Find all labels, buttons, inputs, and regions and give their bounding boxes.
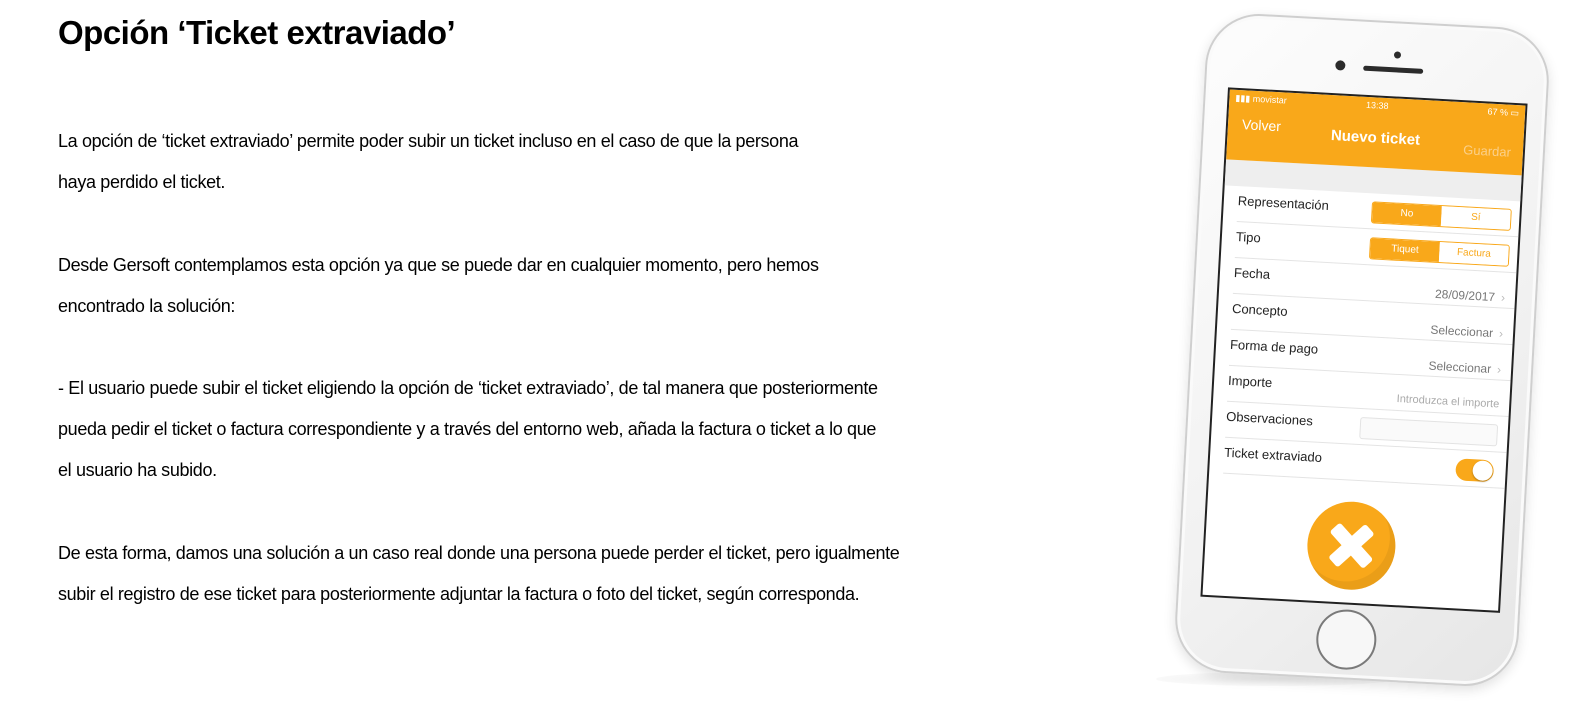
back-button[interactable]: Volver [1241,116,1282,135]
observaciones-input[interactable] [1359,417,1498,446]
field-label: Ticket extraviado [1223,444,1323,465]
segment-factura[interactable]: Factura [1439,242,1509,266]
text-line: De esta forma, damos una solución a un caso real donde una persona puede perder el ticket, pero igualmente [58,543,900,563]
phone-mockup [1172,11,1551,689]
text-line: haya perdido el ticket. [58,172,226,193]
representacion-segmented [1371,201,1512,231]
tipo-segmented [1369,237,1510,267]
phone-screen [1200,87,1527,612]
field-label: Representación [1237,193,1330,213]
forma-pago-select[interactable]: Seleccionar › [1428,358,1502,377]
text-line: encontrado la solución: [58,296,236,317]
save-button[interactable]: Guardar [1462,142,1512,160]
text-line: Desde Gersoft contemplamos esta opción ya que se puede dar en cualquier momento, pero hemos [58,255,819,275]
fecha-value[interactable]: 28/09/2017 › [1434,286,1506,305]
text-line: - El usuario puede subir el ticket eligiendo la opción de ‘ticket extraviado’, de tal manera que posteriormente [58,378,878,398]
close-icon[interactable] [1305,499,1398,592]
text-line: La opción de ‘ticket extraviado’ permite poder subir un ticket incluso en el caso de que la persona [58,131,799,151]
segment-tiquet[interactable]: Tiquet [1370,238,1440,262]
text-line: subir el registro de ese ticket para posteriormente adjuntar la factura o foto del ticket, según corresponda. [58,584,860,605]
page-title: Opción ‘Ticket extraviado’ [58,14,456,51]
chevron-right-icon: › [1498,326,1504,341]
battery-indicator: 67 % ▭ [1487,106,1520,119]
chevron-right-icon: › [1496,362,1502,377]
screen-title: Nuevo ticket [1330,127,1421,149]
carrier-label: ▮▮▮ movistar [1235,92,1288,106]
field-label: Importe [1227,372,1273,391]
paragraph-intro [58,121,798,203]
field-label: Observaciones [1225,408,1314,429]
text-line: pueda pedir el ticket o factura correspondiente y a través del entorno web, añada la factura o ticket a lo que [58,419,877,440]
text-line: el usuario ha subido. [58,460,217,481]
segment-si[interactable]: Sí [1441,206,1511,230]
importe-input[interactable]: Introduzca el importe [1396,392,1500,411]
ticket-extraviado-toggle[interactable] [1455,458,1494,482]
field-label: Forma de pago [1229,336,1319,357]
segment-no[interactable]: No [1372,202,1442,226]
concepto-select[interactable]: Seleccionar › [1430,322,1504,341]
field-label: Concepto [1231,300,1289,319]
chevron-right-icon: › [1500,290,1506,305]
paragraph-solution [58,368,878,492]
field-label: Fecha [1233,264,1271,282]
paragraph-conclusion [58,533,899,615]
paragraph-gersoft [58,245,819,327]
field-label: Tipo [1235,229,1262,246]
status-time: 13:38 [1365,99,1389,112]
